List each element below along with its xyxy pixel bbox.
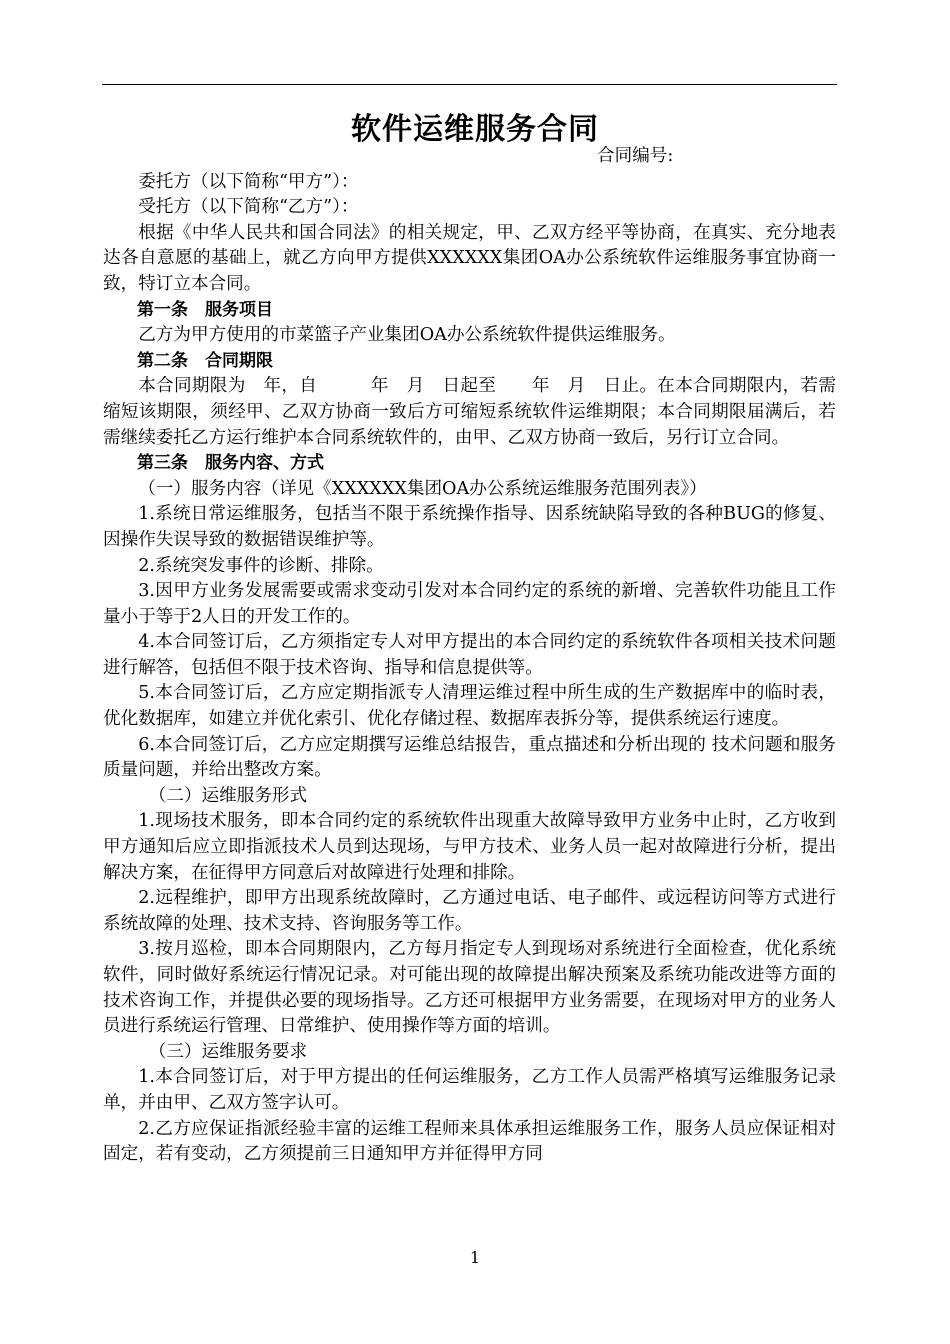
paragraph: 5.本合同签订后，乙方应定期指派专人清理运维过程中所生成的生产数据库中的临时表，优化数据库，如建立并优化索引、优化存储过程、数据库表拆分等，提供系统运行速度。 xyxy=(103,683,836,730)
paragraph: 委托方（以下简称“甲方”）： xyxy=(138,171,359,192)
paragraph: 本合同期限为 年，自 年 月 日起至 年 月 日止。在本合同期限内，若需缩短该期限，须经甲、乙双方协商一致后方可缩短系统软件运维期限；本合同期限届满后，若需继续委托乙方运行维护本合同系统软件的，由甲、乙双方协商一致后，另行订立合同。 xyxy=(103,376,836,448)
paragraph: 根据《中华人民共和国合同法》的相关规定，甲、乙双方经平等协商，在真实、充分地表达各自意愿的基础上，就乙方向甲方提供XXXXXX集团OA办公系统软件运维服务事宜协商一致，特订立本合同。 xyxy=(103,222,836,294)
section-heading: 第二条 合同期限 xyxy=(137,350,273,371)
paragraph-list xyxy=(103,170,836,1168)
paragraph: 1.现场技术服务，即本合同约定的系统软件出现重大故障导致甲方业务中止时，乙方收到甲方通知后应立即指派技术人员到达现场，与甲方技术、业务人员一起对故障进行分析，提出解决方案，在征得甲方同意后对故障进行处理和排除。 xyxy=(103,811,836,883)
paragraph: 3.因甲方业务发展需要或需求变动引发对本合同约定的系统的新增、完善软件功能且工作量小于等于2人日的开发工作的。 xyxy=(103,581,836,627)
paragraph: 受托方（以下简称“乙方”）： xyxy=(138,197,359,218)
paragraph: 1.本合同签订后，对于甲方提出的任何运维服务，乙方工作人员需严格填写运维服务记录单，并由甲、乙双方签字认可。 xyxy=(103,1067,836,1113)
paragraph: （三）运维服务要求 xyxy=(148,1041,308,1062)
section-heading: 第三条 服务内容、方式 xyxy=(137,453,324,474)
document-title: 软件运维服务合同 xyxy=(351,112,599,147)
paragraph: （二）运维服务形式 xyxy=(148,785,308,806)
document-body xyxy=(103,144,836,1168)
page-number: 1 xyxy=(469,1248,481,1267)
paragraph: 2.远程维护，即甲方出现系统故障时，乙方通过电话、电子邮件、或远程访问等方式进行系统故障的处理、技术支持、咨询服务等工作。 xyxy=(103,888,836,934)
paragraph: （一）服务内容（详见《XXXXXX集团OA办公系统运维服务范围列表》） xyxy=(138,478,707,499)
paragraph: 6.本合同签订后，乙方应定期撰写运维总结报告，重点描述和分析出现的 技术问题和服务质量问题，并给出整改方案。 xyxy=(103,734,836,781)
paragraph: 3.按月巡检，即本合同期限内，乙方每月指定专人到现场对系统进行全面检查，优化系统软件，同时做好系统运行情况记录。对可能出现的故障提出解决预案及系统功能改进等方面的技术咨询工作，并提供必要的现场指导。乙方还可根据甲方业务需要，在现场对甲方的业务人员进行系统运行管理、日常维护、使用操作等方面的培训。 xyxy=(103,939,836,1037)
paragraph: 2.乙方应保证指派经验丰富的运维工程师来具体承担运维服务工作，服务人员应保证相对固定，若有变动，乙方须提前三日通知甲方并征得甲方同 xyxy=(103,1118,836,1165)
contract-number-label: 合同编号: xyxy=(597,146,674,166)
section-heading: 第一条 服务项目 xyxy=(137,299,273,320)
paragraph: 2.系统突发事件的诊断、排除。 xyxy=(138,555,384,576)
header-rule xyxy=(102,84,837,85)
paragraph: 1.系统日常运维服务，包括当不限于系统操作指导、因系统缺陷导致的各种BUG的修复、因操作失误导致的数据错误维护等。 xyxy=(103,504,836,550)
paragraph: 乙方为甲方使用的市菜篮子产业集团OA办公系统软件提供运维服务。 xyxy=(138,325,676,346)
paragraph: 4.本合同签订后，乙方须指定专人对甲方提出的本合同约定的系统软件各项相关技术问题进行解答，包括但不限于技术咨询、指导和信息提供等。 xyxy=(103,632,836,678)
